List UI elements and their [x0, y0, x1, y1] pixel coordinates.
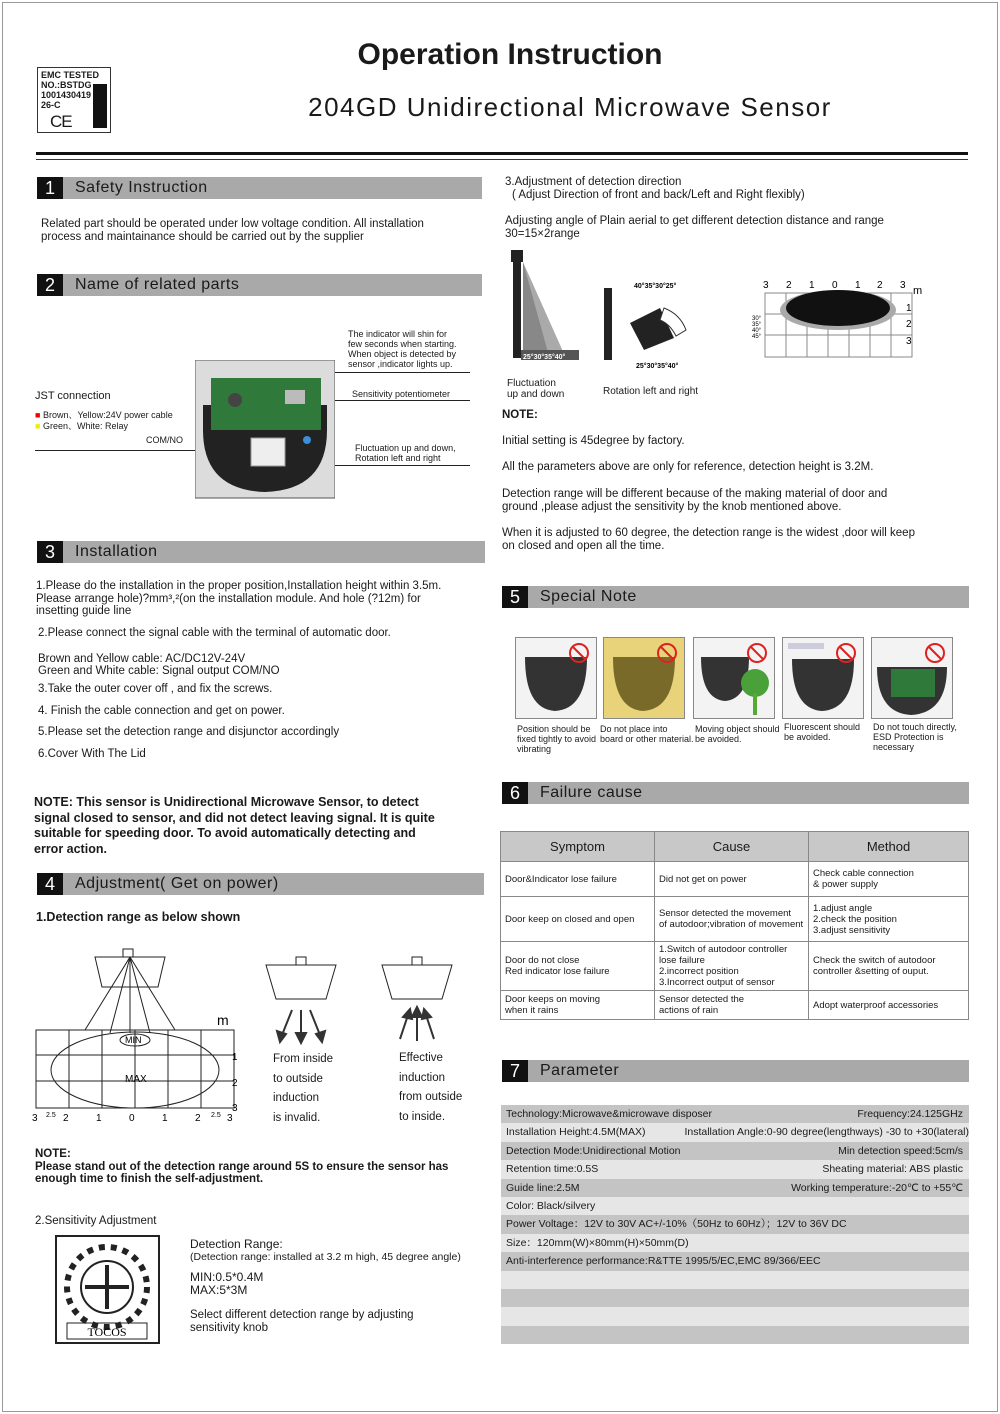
- note-caption: [784, 722, 860, 742]
- axis-label: 2.5: [211, 1112, 221, 1119]
- caption-line: induction: [273, 1092, 320, 1104]
- page-title: Operation Instruction: [357, 38, 663, 71]
- page-subtitle: 204GD Unidirectional Microwave Sensor: [308, 92, 832, 122]
- indicator-line: The indicator will shin for: [348, 329, 448, 339]
- table-row: [501, 942, 969, 991]
- install-note-line: NOTE: This sensor is Unidirectional Microwave Sensor, to detect: [34, 795, 419, 809]
- caption-line: induction: [399, 1071, 446, 1084]
- rotation-diagram: [600, 268, 710, 378]
- method-cell: [809, 897, 969, 942]
- inside-out-diagram: [262, 955, 342, 1045]
- install-step-2: 2.Please connect the signal cable with the terminal of automatic door.: [38, 627, 391, 639]
- grid-left: 30°: [752, 316, 762, 322]
- sensitivity-knob: [55, 1235, 160, 1345]
- cell-line: 1.Switch of autodoor controller: [659, 944, 788, 955]
- section-number: 5: [502, 586, 528, 608]
- axis-label: 3: [232, 1103, 238, 1114]
- caption-line: Do not place into: [600, 724, 668, 734]
- axis-label: 0: [129, 1113, 135, 1124]
- caption-line: Position should be: [517, 724, 591, 734]
- min-value: MIN:0.5*0.4M: [190, 1270, 264, 1284]
- cell-line: Red indicator lose failure: [505, 966, 610, 977]
- cell-line: when it rains: [505, 1005, 559, 1016]
- direction-title: 3.Adjustment of detection direction: [505, 176, 682, 188]
- param-left: Size：120mm(W)×80mm(H)×50mm(D): [506, 1236, 689, 1249]
- adjust-note-title: NOTE:: [35, 1148, 71, 1160]
- red-square-icon: ■: [35, 410, 41, 420]
- col-header: Symptom: [501, 832, 655, 862]
- cell-line: Check cable connection: [813, 868, 914, 879]
- grid-top: 1: [855, 280, 861, 291]
- install-note-line: error action.: [34, 841, 107, 856]
- cable-green-label: Green、White: Relay: [42, 421, 128, 431]
- col-header: Method: [809, 832, 969, 862]
- ce-mark: CE: [50, 112, 72, 131]
- min-label: MIN: [125, 1035, 142, 1045]
- angle-text: Adjusting angle of Plain aerial to get different detection distance and range: [505, 215, 884, 227]
- direction-note: All the parameters above are only for reference, detection height is 3.2M.: [502, 461, 874, 473]
- section-number: 7: [502, 1060, 528, 1082]
- select-text: sensitivity knob: [190, 1322, 268, 1334]
- symptom-cell: [501, 942, 655, 991]
- section-title: Parameter: [540, 1062, 620, 1079]
- param-right: Working temperature:-20℃ to +55℃: [791, 1181, 963, 1194]
- cell-line: Door keeps on moving: [505, 994, 601, 1005]
- param-row: [501, 1197, 969, 1215]
- caption-line: from outside: [399, 1091, 463, 1103]
- indicator-line: sensor ,indicator lights up.: [348, 359, 453, 369]
- caption-line: Fluctuation: [507, 378, 556, 389]
- direction-sub: ( Adjust Direction of front and back/Left and Right flexibly): [512, 189, 805, 201]
- caption-line: Do not touch directly,: [873, 722, 957, 732]
- cell-line: Check the switch of autodoor: [813, 955, 936, 966]
- cell-line: of autodoor;vibration of movement: [659, 919, 804, 930]
- note-caption: [517, 724, 596, 754]
- cause-cell: [655, 897, 809, 942]
- direction-note: Initial setting is 45degree by factory.: [502, 435, 685, 447]
- emc-line: 1001430419: [41, 90, 92, 100]
- grid-right: 2: [906, 319, 912, 330]
- range-grid-diagram: [745, 275, 930, 360]
- emc-bar: [93, 84, 107, 128]
- table-row: [501, 897, 969, 942]
- install-note-line: suitable for speeding door. To avoid automatically detecting and: [34, 826, 416, 840]
- detection-range-diagram: [30, 945, 250, 1130]
- param-row: [501, 1252, 969, 1270]
- effective-caption: [399, 1049, 462, 1127]
- section-header-failure: [502, 782, 969, 804]
- install-step-6: 6.Cover With The Lid: [38, 748, 146, 760]
- section-header-special-note: [502, 586, 969, 608]
- install-step-4: 4. Finish the cable connection and get on power.: [38, 705, 285, 717]
- install-step-1c: insetting guide line: [36, 605, 132, 617]
- grid-top: 2: [786, 280, 792, 291]
- select-text: Select different detection range by adjusting: [190, 1309, 414, 1321]
- section-title: Installation: [75, 543, 158, 560]
- direction-note: ground ,please adjust the sensitivity by the knob mentioned above.: [502, 501, 842, 513]
- caption-line: to inside.: [399, 1110, 446, 1123]
- section-number: 4: [37, 873, 63, 895]
- grid-left: 45°: [752, 334, 762, 340]
- axis-label: 2: [232, 1078, 238, 1089]
- cell-line: Sensor detected the: [659, 994, 745, 1005]
- outside-in-diagram: [378, 955, 458, 1045]
- param-left: Guide line:2.5M: [506, 1181, 580, 1194]
- method-cell: [809, 991, 969, 1020]
- note-image-board: [603, 637, 685, 719]
- section-number: 2: [37, 274, 63, 296]
- grid-top: 1: [809, 280, 815, 291]
- cable-brown-label: Brown、Yellow:24V power cable: [42, 410, 173, 420]
- caption-line: vibrating: [517, 744, 552, 754]
- angle-text: 30=15×2range: [505, 228, 580, 240]
- fan-angles: 25°30°35°40°: [523, 354, 566, 361]
- axis-label: 2: [195, 1113, 201, 1124]
- cell-line: Door&Indicator lose failure: [505, 873, 617, 885]
- caption-line: be avoided.: [784, 732, 831, 742]
- indicator-line: When object is detected by: [348, 349, 457, 359]
- cell-line: 3.Incorrect output of sensor: [659, 977, 775, 988]
- cell-line: & power supply: [813, 879, 878, 890]
- install-note: [34, 795, 435, 857]
- cell-line: 1.adjust angle: [813, 902, 873, 914]
- param-right: Frequency:24.125GHz: [857, 1108, 963, 1120]
- emc-label: [37, 67, 111, 133]
- com-label: COM/NO: [146, 435, 183, 445]
- leader-line: [330, 372, 470, 373]
- header-divider: [36, 152, 968, 155]
- param-row: [501, 1105, 969, 1123]
- sensitivity-title: 2.Sensitivity Adjustment: [35, 1215, 157, 1227]
- cell-line: 3.adjust sensitivity: [813, 924, 891, 936]
- fluctuation-diagram: [505, 250, 585, 365]
- section-title: Adjustment( Get on power): [75, 875, 279, 892]
- section-number: 3: [37, 541, 63, 563]
- cause-cell: [655, 862, 809, 897]
- install-step-3: 3.Take the outer cover off , and fix the screws.: [38, 683, 273, 695]
- note-caption: [695, 724, 780, 744]
- pot-label: Sensitivity potentiometer: [352, 389, 451, 399]
- cell-line: 2.incorrect position: [659, 966, 739, 977]
- install-step-5: 5.Please set the detection range and disjunctor accordingly: [38, 726, 340, 738]
- param-row: [501, 1289, 969, 1307]
- direction-note-title: NOTE:: [502, 409, 538, 421]
- section-header-safety: [37, 177, 482, 199]
- section-header-adjustment: [37, 873, 484, 895]
- param-left: Anti-interference performance:R&TTE 1995/5/EC,EMC 89/366/EEC: [506, 1255, 821, 1268]
- param-right: Min detection speed:5cm/s: [838, 1144, 963, 1157]
- note-caption: [873, 722, 957, 752]
- note-image-tree: [693, 637, 775, 719]
- symptom-cell: [501, 991, 655, 1020]
- param-left: Installation Height:4.5M(MAX): [506, 1126, 646, 1139]
- emc-line: NO.:BSTDG: [41, 80, 92, 90]
- param-left: Power Voltage：12V to 30V AC+/-10%（50Hz to 60Hz）；12V to 36V DC: [506, 1218, 847, 1231]
- method-cell: [809, 862, 969, 897]
- axis-label: 1: [96, 1113, 102, 1124]
- knob-brand: TOCOS: [87, 1325, 127, 1339]
- rot-bot-angles: 25°30°35°40°: [636, 363, 679, 370]
- grid-left: 40°: [752, 328, 762, 334]
- cell-line: controller &setting of ouput.: [813, 966, 929, 977]
- grid-m: m: [913, 285, 923, 297]
- yellow-square-icon: ■: [35, 421, 41, 431]
- section-title: Name of related parts: [75, 276, 240, 293]
- section-title: Special Note: [540, 588, 637, 605]
- inside-caption: [273, 1050, 333, 1128]
- cell-line: Adopt waterproof accessories: [813, 999, 939, 1011]
- section-number: 1: [37, 177, 63, 199]
- table-header-row: [501, 832, 969, 862]
- section-header-parameter: [502, 1060, 969, 1082]
- method-cell: [809, 942, 969, 991]
- cable-brown: [35, 410, 173, 420]
- caption-line: fixed tightly to avoid: [517, 734, 597, 744]
- caption-line: From inside: [273, 1053, 334, 1065]
- fluct-label: [355, 443, 456, 463]
- grid-left: 35°: [752, 322, 762, 328]
- param-left: Technology:Microwave&microwave disposer: [506, 1108, 713, 1120]
- grid-top: 3: [900, 280, 906, 291]
- note-caption: [600, 724, 694, 744]
- adjust-note: enough time to finish the self-adjustment.: [35, 1173, 264, 1185]
- grid-right: 3: [906, 336, 912, 347]
- param-row: [501, 1307, 969, 1325]
- indicator-note: [348, 329, 457, 369]
- grid-top: 2: [877, 280, 883, 291]
- max-label: MAX: [125, 1074, 147, 1085]
- pcb-photo: [195, 360, 335, 500]
- caption-line: Fluorescent should: [784, 722, 861, 732]
- parameter-table: [501, 1105, 969, 1344]
- axis-label: 2: [63, 1113, 69, 1124]
- table-row: [501, 862, 969, 897]
- cable-green: [35, 421, 128, 431]
- grid-right: 1: [906, 303, 912, 314]
- max-value: MAX:5*3M: [190, 1283, 248, 1297]
- failure-table: [500, 831, 969, 1020]
- param-left: Color: Black/silvery: [506, 1199, 596, 1212]
- leader-line: [330, 465, 470, 466]
- axis-label: 1: [162, 1113, 168, 1124]
- cause-cell: [655, 991, 809, 1020]
- indicator-line: few seconds when starting.: [348, 339, 457, 349]
- cell-line: 2.check the position: [813, 913, 897, 925]
- range-title: 1.Detection range as below shown: [36, 910, 241, 924]
- section-title: Safety Instruction: [75, 179, 208, 196]
- jst-label: JST connection: [35, 390, 111, 402]
- fluct-caption: [507, 378, 564, 400]
- cell-line: Sensor detected the movement: [659, 908, 792, 919]
- caption-line: necessary: [873, 742, 915, 752]
- rot-top-angles: 40°35°30°25°: [634, 283, 677, 290]
- caption-line: be avoided.: [695, 734, 742, 744]
- axis-label: 3: [32, 1113, 38, 1124]
- range-label: Detection Range:: [190, 1237, 283, 1251]
- direction-note: on closed and open all the time.: [502, 540, 665, 552]
- table-row: [501, 991, 969, 1020]
- cell-line: Door do not close: [505, 955, 580, 966]
- grid-top: 0: [832, 280, 838, 291]
- cause-cell: [655, 942, 809, 991]
- install-note-line: signal closed to sensor, and did not detect leaving signal. It is quite: [34, 810, 435, 825]
- axis-label: 1: [232, 1052, 238, 1063]
- param-row: [501, 1271, 969, 1289]
- safety-text: process and maintainance should be carried out by the supplier: [41, 231, 364, 243]
- param-row: [501, 1179, 969, 1197]
- note-image-fluorescent: [782, 637, 864, 719]
- caption-line: to outside: [273, 1072, 323, 1085]
- leader-line: [35, 450, 195, 451]
- fluct-line: Rotation left and right: [355, 453, 441, 463]
- header-divider-thin: [36, 159, 968, 160]
- section-title: Failure cause: [540, 784, 643, 801]
- param-row: [501, 1326, 969, 1344]
- param-row: [501, 1123, 969, 1141]
- param-left: Detection Mode:Unidirectional Motion: [506, 1144, 681, 1157]
- param-row: [501, 1142, 969, 1160]
- param-row: [501, 1160, 969, 1178]
- m-unit: m: [217, 1012, 229, 1028]
- axis-label: 3: [227, 1113, 233, 1124]
- param-right: Sheating material: ABS plastic: [822, 1163, 963, 1176]
- install-step-1: 1.Please do the installation in the proper position,Installation height within 3.5m.: [36, 580, 442, 592]
- note-image-esd: [871, 637, 953, 719]
- install-cable-a: Brown and Yellow cable: AC/DC12V-24V: [38, 653, 246, 665]
- install-step-1b: Please arrange hole)?mm³,²(on the installation module. And hole (?12m) for: [36, 593, 421, 605]
- symptom-cell: [501, 862, 655, 897]
- cell-line: Did not get on power: [659, 873, 747, 885]
- param-row: [501, 1234, 969, 1252]
- section-number: 6: [502, 782, 528, 804]
- cell-line: Door keep on closed and open: [505, 913, 635, 925]
- section-header-installation: [37, 541, 485, 563]
- caption-line: is invalid.: [273, 1111, 321, 1124]
- fluct-line: Fluctuation up and down,: [355, 443, 456, 453]
- adjust-note: Please stand out of the detection range around 5S to ensure the sensor has: [35, 1161, 449, 1173]
- emc-line: EMC TESTED: [41, 70, 100, 80]
- axis-label: 2.5: [46, 1112, 56, 1119]
- range-detail: (Detection range: installed at 3.2 m high, 45 degree angle): [190, 1251, 461, 1263]
- install-cable-b: Green and White cable: Signal output COM/NO: [38, 665, 280, 677]
- cell-line: actions of rain: [659, 1005, 719, 1016]
- note-image-vibration: [515, 637, 597, 719]
- col-header: Cause: [655, 832, 809, 862]
- direction-note: When it is adjusted to 60 degree, the detection range is the widest ,door will keep: [502, 527, 915, 539]
- emc-line: 26-C: [41, 100, 61, 110]
- symptom-cell: [501, 897, 655, 942]
- direction-note: Detection range will be different because of the making material of door and: [502, 488, 888, 500]
- rot-caption: Rotation left and right: [603, 386, 699, 397]
- caption-line: board or other material.: [600, 734, 694, 744]
- safety-text: Related part should be operated under low voltage condition. All installation: [41, 218, 424, 230]
- caption-line: Moving object should: [695, 724, 780, 734]
- caption-line: Effective: [399, 1052, 443, 1064]
- grid-top: 3: [763, 280, 769, 291]
- param-row: [501, 1215, 969, 1233]
- param-right: Installation Angle:0-90 degree(lengthways) -30 to +30(lateral): [684, 1126, 969, 1139]
- param-left: Retention time:0.5S: [506, 1163, 599, 1176]
- section-header-parts: [37, 274, 482, 296]
- caption-line: ESD Protection is: [873, 732, 944, 742]
- cell-line: lose failure: [659, 955, 705, 966]
- caption-line: up and down: [507, 389, 565, 400]
